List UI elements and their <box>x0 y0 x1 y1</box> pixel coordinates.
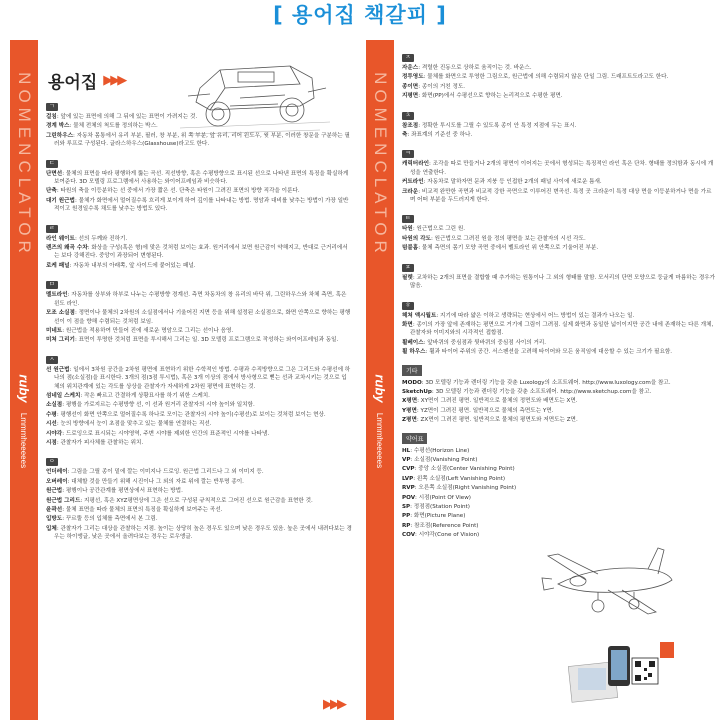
glossary-term: 선 원근법 <box>46 366 70 373</box>
glossary-definition: : 평행이나 공간관계를 평면상에서 표현하는 방법. <box>62 488 183 495</box>
glossary-definition: : 왼쪽 소실점(Left Vanishing Point) <box>413 475 506 482</box>
section-letter-badge: ㅇ <box>46 458 58 466</box>
glossary-term: 지평면 <box>402 93 419 100</box>
glossary-definition: : 원근법으로 그려진 원을 정의 평면을 보는 관찰자의 시선 각도. <box>430 235 586 242</box>
section-letter-badge: ㄹ <box>46 225 58 233</box>
glossary-term: 휠 하우스 <box>402 349 426 356</box>
glossary-term: SP <box>402 504 411 510</box>
glossary-entry <box>402 244 716 252</box>
glossary-term: 화면 <box>402 321 413 328</box>
glossary-entry <box>46 327 352 335</box>
glossary-definition: : 드로잉으로 표시되는 시야영역, 주변 시야를 제외한 인간의 표준적인 시야를 나타냄. <box>62 430 270 437</box>
glossary-term: 윤곽선 <box>46 507 63 513</box>
glossary-definition: : 물체의 표면을 따라 평행하게 뚫는 곡선. 직선방향, 혹은 수평방향으로 표시된 선으로 나타낸 표면의 특징을 확실하게 보여준다. 3D 모델링 프로그램에서 사용하는 와이어프레임과 비슷하다. <box>54 170 349 186</box>
glossary-definition: : 표면이 투명한 것처럼 표면을 투시해서 그리는 일. 3D 모델링 프로그램으로 작성하는 와이어프레임과 동일. <box>74 337 339 344</box>
glossary-entry <box>46 478 352 486</box>
glossary-term: 자운스 <box>402 65 419 71</box>
glossary-term: 필렛 <box>402 274 413 281</box>
glossary-heading: 용어집 ▶▶▶ <box>48 73 125 93</box>
glossary-entry <box>402 160 716 177</box>
glossary-term: 시선 <box>46 421 57 428</box>
glossary-term: MODO <box>402 379 422 386</box>
side-band-right <box>366 40 394 720</box>
side-band-left <box>10 40 38 720</box>
glossary-definition: : 3D 모델링 기능과 렌더링 기능을 갖춘 소프트웨어. http://www.sketchup.com을 참고. <box>431 388 652 395</box>
glossary-entry <box>402 131 716 139</box>
glossary-entry <box>46 336 352 344</box>
glossary-definition: : 그림을 그릴 종이 밑에 깔는 이미지나 드로잉. 원근법 그리드나 그 외 이미지 등. <box>67 469 264 476</box>
section-letter-badge: ㅌ <box>402 215 414 223</box>
glossary-definition: : 꾸르뚤 등의 입체를 측면에서 본 그림. <box>62 516 158 523</box>
right-content <box>400 40 716 541</box>
brand-logo: ruby Lmmmheeeees <box>372 374 388 469</box>
glossary-term: LVP <box>402 475 414 482</box>
glossary-term: 원근법 그리드 <box>46 497 81 504</box>
section-letter-badge: ㄷ <box>46 160 58 168</box>
glossary-definition: : XY면이 그려진 평면. 일반적으로 물체의 정면도와 배면도는 X면. <box>417 398 578 405</box>
glossary-definition: : 수평선(Horizon Line) <box>410 447 470 454</box>
glossary-term: 수평 <box>46 411 57 418</box>
glossary-definition: : 물체 측면의 몸기 모양 곡면 중에서 벨트라인 위 안쪽으로 기울어진 부분. <box>418 245 599 252</box>
glossary-entry <box>46 401 352 409</box>
glossary-entry <box>46 515 352 523</box>
band-word: NOMENCLATOR <box>15 72 35 258</box>
glossary-term: 그린하우스 <box>46 132 74 139</box>
glossary-definition: : 자동차 내부의 아래쪽, 앞 사이드에 붙어있는 패널. <box>69 262 196 269</box>
glossary-entry <box>402 484 570 492</box>
glossary-term: 원근법 <box>46 488 63 495</box>
glossary-term: 입체 <box>46 525 57 532</box>
band-word: NOMENCLATOR <box>371 72 391 258</box>
section-letter-badge: ㅎ <box>402 302 414 310</box>
glossary-definition: : 중앙 소실점(Center Vanishing Point) <box>414 466 515 473</box>
glossary-term: 헤쳐 액시월트 <box>402 312 437 319</box>
glossary-term: 커트라인 <box>402 179 424 186</box>
glossary-definition: : 소실점(Vanishing Point) <box>410 456 478 463</box>
glossary-definition: : 3D 모델링 기능과 렌더링 기능을 갖춘 Luxology의 소프트웨어. http://www.luxology.com을 참고. <box>421 379 671 386</box>
glossary-definition: : ZX면이 그려진 평면. 일반적으로 물체의 평면도와 저면도는 Z면. <box>416 417 578 424</box>
glossary-entry <box>46 366 352 391</box>
glossary-entry <box>46 439 352 447</box>
glossary-definition: : 화상을 구성(혹은 형)에 맞은 것처럼 보이는 효과. 원거리에서 보면 원근감이 약해지고, 반대로 근거리에서는 보다 강해진다. 중앙이 과장되어 변형된다. <box>54 245 348 260</box>
glossary-definition: : 격렬한 진동으로 상하로 움직이는 것. 바운스. <box>418 65 532 71</box>
glossary-definition: : 시점(Point Of View) <box>415 494 471 501</box>
smartphone-qr-illustration <box>568 640 676 704</box>
glossary-definition: : 원근법으로 그린 원. <box>412 226 466 233</box>
glossary-definition: : 자동차를 상부와 하부로 나누는 수평방향 경계선. 측면 차동차의 창 유리의 바닥 위, 그린하우스와 차체 측면, 혹은 윈도 라인. <box>54 292 347 307</box>
glossary-entry <box>402 83 716 91</box>
glossary-term: Y평면 <box>402 407 417 414</box>
glossary-entry <box>402 274 716 291</box>
glossary-entry <box>402 122 716 130</box>
section-letter-badge: ㅊ <box>402 112 414 120</box>
airplane-sketch-illustration <box>538 534 678 629</box>
glossary-entry <box>46 497 352 505</box>
glossary-definition: : 일에서 3차원 공간을 2차원 평면에 표현하기 위한 수학적인 방법. 수평과 수직방향으로 그은 그리드와 수평선에 하나의 점(소실점)을 표시한다. 3개의 점(3점 투시법), 혹은 3개 이상의 점에서 방사형으로 뻗는 선과 교차시키는 것으로 입체의 위치관계에 있는 각도를 상상을 관찰자가 자세하게 2차원 평면에 표현하는 것. <box>54 366 351 390</box>
glossary-entry <box>402 397 716 405</box>
glossary-definition: : 자동차 몸통에서 유리 부분, 필러, 창 부분, 위 쪽 부분, 앞 유리, 리어 윈도우, 윗 부분, 이러한 창문을 구분하는 필러와 루프로 구성된다. 글라스하우스(Glasshouse)라고도 한다. <box>54 132 350 148</box>
glossary-definition: : 물체 표면을 따라 물체의 표면의 특징을 확실하게 보여주는 곡선. <box>62 507 223 513</box>
glossary-definition: : 자동차로 말하자면 문과 지붕 등 인접한 2개의 패널 사이에 새로운 틈새. <box>423 179 602 186</box>
glossary-term: 시야각 <box>46 430 63 437</box>
glossary-term: 오버레이 <box>46 478 68 485</box>
glossary-term: 타원의 각도 <box>402 235 431 242</box>
glossary-entry <box>46 187 352 195</box>
glossary-entry <box>402 456 570 464</box>
glossary-term: 텀블홈 <box>402 245 419 252</box>
glossary-term: 시점 <box>46 439 57 446</box>
glossary-entry <box>402 512 570 520</box>
glossary-definition: : 비교적 완만한 곡면과 비교적 강한 곡면으로 이루어진 변곡선. 특정 곳 크라운이 특정 대상 면을 이등분하거나 면을 가르며 어떠 부분을 두드러지게 한다. <box>410 188 712 204</box>
glossary-entry <box>402 225 716 233</box>
glossary-term: COV <box>402 532 416 539</box>
glossary-definition: : 선의 두께와 진하기. <box>74 235 128 242</box>
glossary-entry <box>46 244 352 261</box>
glossary-term: PP <box>402 513 411 520</box>
glossary-entry <box>46 197 352 214</box>
glossary-definition: : 종이의 거친 정도. <box>418 83 466 90</box>
glossary-term: 단축 <box>46 188 57 195</box>
glossary-term: 섬네일 스케치 <box>46 392 81 399</box>
section-letter-badge: ㅍ <box>402 264 414 272</box>
glossary-definition: : 물체 전체의 척도를 정의하는 박스. <box>69 123 158 130</box>
glossary-term: 멜트라인 <box>46 292 68 299</box>
glossary-term: 라인 웨이트 <box>46 235 75 242</box>
arrow-icon: ▶▶▶ <box>323 697 344 712</box>
glossary-term: VP <box>402 456 411 463</box>
glossary-entry <box>402 416 716 424</box>
glossary-term: 축 <box>402 132 408 139</box>
glossary-term: 정투영도 <box>402 74 424 81</box>
glossary-entry <box>402 348 716 356</box>
glossary-definition: : 교차하는 2개의 표면을 결합할 때 추가하는 원통이나 그 외의 형태를 말함. 모서리의 단면 모양으로 둥글게 마름하는 경우가 많음. <box>410 274 716 290</box>
glossary-entry <box>46 468 352 476</box>
glossary-term: HL <box>402 447 411 454</box>
glossary-term: 단면선 <box>46 170 63 177</box>
glossary-definition: : 종이의 가장 앞에 존재하는 평면으로 거기에 그림이 그려짐. 실제 화면과 동일한 넓이이지만 공간 내에 존재하는 다른 개체, 관찰자와 이미지와의 시각적인 접합점. <box>410 321 714 337</box>
glossary-term: 입방도 <box>46 516 63 523</box>
glossary-term: 타원 <box>402 226 413 233</box>
section-letter-badge: ㅈ <box>402 54 414 62</box>
glossary-term: 언더레이 <box>46 469 68 476</box>
glossary-entry <box>46 170 352 187</box>
glossary-definition: : 화면(Picture Plane) <box>410 513 466 520</box>
glossary-term: 크라운 <box>402 188 419 195</box>
glossary-entry <box>46 309 352 326</box>
glossary-entry <box>402 92 716 100</box>
glossary-definition: : 앞바퀴의 중심점과 뒷바퀴의 중심점 사이의 거리. <box>423 339 547 346</box>
glossary-definition: : 평행을 가로지르는 수평방향 선, 이 선과 원거리 관찰자의 시야 높이와 일치함. <box>62 402 255 409</box>
glossary-definition: : 정확한 투시도를 그릴 수 있도록 종이 안 특정 지점에 두는 표시. <box>418 122 577 129</box>
brand-logo: ruby Lmmmheeeees <box>16 374 32 469</box>
glossary-term: 캐릭터라인 <box>402 161 430 168</box>
glossary-entry <box>402 64 716 72</box>
glossary-entry <box>402 321 716 338</box>
glossary-definition: : 조각을 따로 만들거나 2개의 평면이 이어지는 곳에서 형성되는 특징적인 라인 혹은 단차. 형태를 정의함과 동시에 개성을 연출한다. <box>410 161 714 176</box>
glossary-definition: : 타원의 축을 이등분하는 선 중에서 가장 짧은 선. 단축은 타원이 그려진 표면의 방향 직각을 이룬다. <box>56 188 300 195</box>
glossary-term: 휠베이스 <box>402 339 424 346</box>
glossary-term: CVP <box>402 466 415 473</box>
glossary-entry <box>46 420 352 428</box>
glossary-term: 미쳐 그리기 <box>46 337 75 344</box>
glossary-definition: : 참조점(Reference Point) <box>410 522 479 529</box>
arrow-icon: ▶▶▶ <box>103 73 125 88</box>
glossary-term: 소실점 <box>46 402 63 409</box>
glossary-definition: : 지기에 따라 얇은 이하고 생략되는 현상에서 어느 방법이 있는 결과가 나오는 일. <box>436 312 635 319</box>
glossary-definition: : 평행선이 화면 안쪽으로 멀어질수록 하나로 모이는 관찰자의 시야 높이(수평선)로 보이는 것처럼 보이는 현상. <box>56 411 326 418</box>
glossary-entry <box>402 465 570 473</box>
section-letter-badge: ㅋ <box>402 150 414 158</box>
glossary-definition: : 지평선, 혹은 XYZ평면상에 그은 선으로 구성된 규칙적으로 그어진 선으로 원근감을 표현한 것. <box>80 497 313 504</box>
glossary-definition: : 앞에 있는 표면에 의해 그 뒤에 있는 표면이 가려지는 것. <box>56 114 198 120</box>
page-title: [ 용어집 책갈피 ] <box>273 3 447 27</box>
glossary-entry <box>46 487 352 495</box>
glossary-term: 종이면 <box>402 83 419 90</box>
glossary-entry <box>402 407 716 415</box>
glossary-definition: : 휠과 타이어 주위의 공간. 서스펜션을 고려해 타이어와 모든 움직임에 대응할 수 있는 크기가 필요함. <box>425 349 673 356</box>
glossary-term: RVP <box>402 485 415 492</box>
section-letter-badge: ㄱ <box>46 103 58 111</box>
glossary-term: SketchUp <box>402 388 432 395</box>
glossary-definition: : 시야각(Cone of Vision) <box>415 532 480 539</box>
glossary-definition: : 관찰자가 피사체를 관찰하는 위치. <box>56 439 144 446</box>
glossary-definition: : 작은 빠르고 간결하게 상황묘사를 하기 위한 스케치. <box>80 392 210 399</box>
glossary-term: 참조점 <box>402 122 419 129</box>
glossary-definition: : 좌표계의 기준선 중 하나. <box>407 132 473 139</box>
glossary-term: Z평면 <box>402 417 417 424</box>
glossary-definition: : 관찰자가 그리는 대상을 관찰하는 지점. 높이는 상당히 높은 경우도 있으며 낮은 경우도 있음. 높은 곳에서 내려다보는 경우는 하이앵글, 낮은 곳에서 올려다보는 경우는 로우앵글. <box>54 525 352 541</box>
glossary-entry <box>402 235 716 243</box>
glossary-definition: : 원근법을 적용하여 만들어 진에 새로운 명암으로 그리는 선이나 음영. <box>62 327 234 334</box>
glossary-term: 경계 박스 <box>46 123 70 130</box>
glossary-definition: : 정점점(Station Point) <box>410 504 470 510</box>
glossary-entry <box>402 503 570 511</box>
glossary-entry <box>46 411 352 419</box>
glossary-entry <box>402 494 570 502</box>
glossary-term: 모조 소실점 <box>46 310 75 317</box>
glossary-definition: : 정면이나 물체의 2차원의 소실점에서나 기울어진 지면 등을 위해 설정된 소실점으로, 화면 안쪽으로 향하는 평행선이 이 점을 향해 수렴되는 것처럼 보임. <box>54 310 351 325</box>
section-letter-badge: 약어표 <box>402 433 427 444</box>
glossary-entry <box>402 379 716 387</box>
glossary-entry <box>402 522 570 530</box>
glossary-entry <box>46 291 352 308</box>
section-letter-badge: ㅁ <box>46 281 58 289</box>
glossary-entry <box>46 525 352 542</box>
glossary-entry <box>46 262 352 270</box>
glossary-entry <box>402 339 716 347</box>
glossary-term: 미네트 <box>46 327 63 334</box>
glossary-term: POV <box>402 494 416 501</box>
glossary-definition: : 물체가 화면에서 멀어질수록 흐리게 보이게 하여 깊이를 나타내는 방법. 명암과 대비를 낮추는 방법이 가장 일반적이고 원경일수록 채도를 낮추는 방법도 있다. <box>54 197 349 213</box>
glossary-entry <box>402 73 716 81</box>
glossary-definition: : 눈의 방향에서 눈이 초점을 맞추고 있는 물체를 연결하는 직선. <box>56 421 212 428</box>
glossary-entry <box>402 312 716 320</box>
glossary-term: 렌즈의 왜곡 수차 <box>46 245 88 252</box>
glossary-definition: : 대체할 것을 만들기 위해 시진이나 그 외의 자료 위에 깔는 반투명 종이. <box>67 478 244 485</box>
glossary-entry <box>46 506 352 514</box>
glossary-entry <box>46 235 352 243</box>
glossary-term: 걸침 <box>46 114 57 120</box>
section-letter-badge: 기타 <box>402 365 422 376</box>
right-page <box>362 40 720 720</box>
glossary-term: 대기 원근법 <box>46 197 75 204</box>
glossary-definition: : 오른쪽 소실점(Right Vanishing Point) <box>414 485 517 492</box>
glossary-definition: : YZ면이 그려진 평면. 일반적으로 물체의 측면도는 Y면. <box>416 407 554 414</box>
glossary-entry <box>402 475 570 483</box>
glossary-entry <box>46 430 352 438</box>
car-sketch-illustration <box>180 48 330 143</box>
glossary-definition: : 물체를 화면으로 투영한 그림으로, 원근법에 의해 수렴되지 않은 단일 그림. 드래프트도라고도 한다. <box>423 74 669 81</box>
glossary-term: 로케 패널 <box>46 262 70 269</box>
left-page <box>10 40 356 720</box>
glossary-term: RP <box>402 522 411 529</box>
glossary-entry <box>402 188 716 205</box>
glossary-term: X평면 <box>402 398 418 405</box>
section-letter-badge: ㅅ <box>46 356 58 364</box>
glossary-entry <box>46 392 352 400</box>
glossary-definition: : 화면(PP)에서 수평선으로 향하는 논리적으로 수평한 평면. <box>418 93 563 100</box>
glossary-entry <box>402 388 716 396</box>
glossary-entry <box>402 178 716 186</box>
glossary-entry <box>402 447 570 455</box>
